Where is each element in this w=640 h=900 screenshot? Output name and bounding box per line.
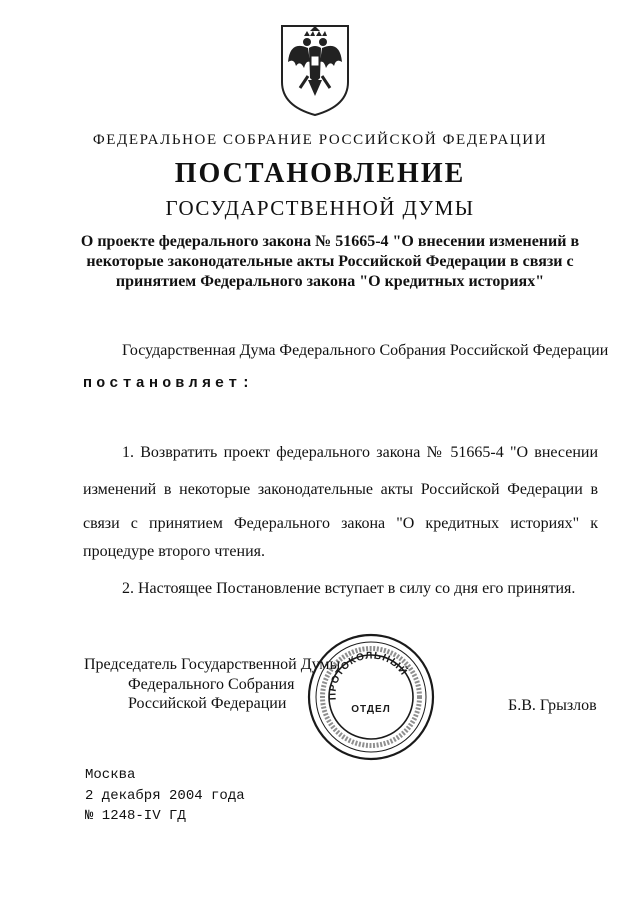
document-date: 2 декабря 2004 года xyxy=(85,788,245,804)
document-number: № 1248-IV ГД xyxy=(85,808,186,824)
paragraph-1-line: 1. Возвратить проект федерального закона № 51665-4 "О внесении xyxy=(122,444,598,461)
subject-line: принятием Федерального закона "О кредитных историях" xyxy=(115,273,545,290)
subject-line: некоторые законодательные акты Российской Федерации в связи с xyxy=(86,253,574,270)
decree-word: постановляет: xyxy=(83,375,255,392)
paragraph-2: 2. Настоящее Постановление вступает в силу со дня его принятия. xyxy=(122,580,576,597)
paragraph-1-line: процедуре второго чтения. xyxy=(83,543,265,560)
stamp-inner-text: ОТДЕЛ xyxy=(351,704,391,715)
signatory-title-line: Российской Федерации xyxy=(128,695,287,712)
subject-line: О проекте федерального закона № 51665-4 "О внесении изменений в xyxy=(80,233,580,250)
coat-of-arms-emblem xyxy=(278,22,352,118)
paragraph-1-line: связи с принятием Федерального закона "О кредитных историях" к xyxy=(83,515,598,532)
paragraph-1-line: изменений в некоторые законодательные акты Российской Федерации в xyxy=(83,481,598,498)
organization-title: ФЕДЕРАЛЬНОЕ СОБРАНИЕ РОССИЙСКОЙ ФЕДЕРАЦИИ xyxy=(92,132,548,148)
document-issuer: ГОСУДАРСТВЕННОЙ ДУМЫ xyxy=(165,196,475,220)
document-type-title: ПОСТАНОВЛЕНИЕ xyxy=(174,158,466,189)
document-subject xyxy=(60,232,600,292)
signatory-title-line: Федерального Собрания xyxy=(128,676,295,693)
signatory-title-line: Председатель Государственной Думы xyxy=(84,656,341,673)
signer-name: Б.В. Грызлов xyxy=(508,697,597,714)
place-of-signing: Москва xyxy=(85,767,136,783)
stamp-arc-text: ПРОТОКОЛЬНЫЙ xyxy=(327,650,410,701)
official-stamp xyxy=(306,632,436,762)
intro-text: Государственная Дума Федерального Собрания Российской Федерации xyxy=(122,342,609,359)
